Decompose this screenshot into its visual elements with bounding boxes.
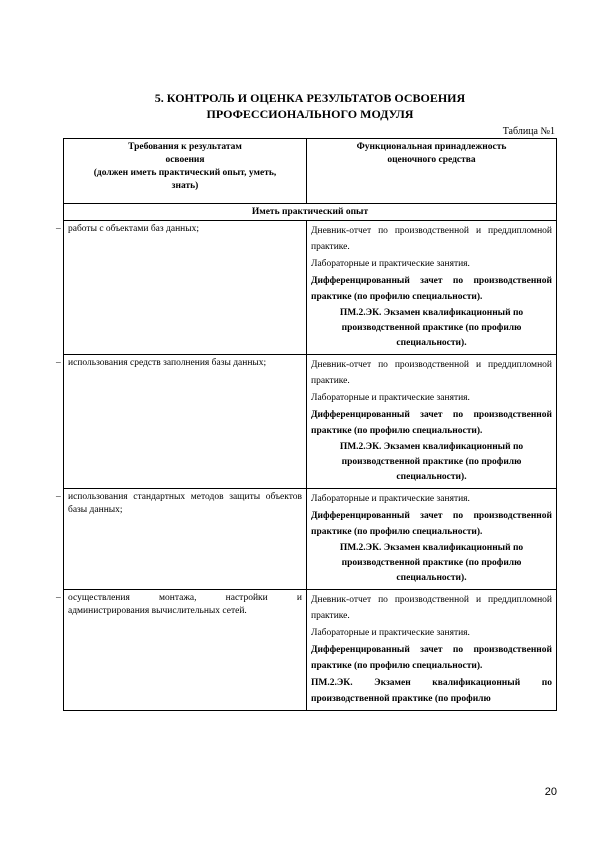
assessment-means-item: Дневник-отчет по производственной и преддипломной практике. <box>311 595 552 621</box>
requirement-text: использования стандартных методов защиты объектов базы данных; <box>68 492 302 515</box>
section-title <box>60 90 560 122</box>
header-row <box>64 139 557 204</box>
assessment-means-cell <box>307 221 557 355</box>
table-row <box>64 489 557 590</box>
dash-bullet-icon: – <box>56 492 61 502</box>
requirement-cell <box>56 489 307 590</box>
header-assessment-means <box>307 139 557 204</box>
header-requirements-line: освоения <box>165 155 205 165</box>
assessment-means-item: Лабораторные и практические занятия. <box>311 628 470 638</box>
header-requirements-line: Требования к результатам <box>128 142 242 152</box>
requirement-cell <box>56 590 307 711</box>
assessment-table <box>56 138 557 711</box>
requirement-cell <box>56 355 307 489</box>
section-row <box>64 204 557 221</box>
table-row <box>64 590 557 711</box>
assessment-means-item: Лабораторные и практические занятия. <box>311 393 470 403</box>
assessment-means-cell <box>307 590 557 711</box>
assessment-means-item: Лабораторные и практические занятия. <box>311 494 470 504</box>
assessment-means-cell <box>307 489 557 590</box>
assessment-means-item: Дифференцированный зачет по производственной практике (по профилю специальности). <box>311 276 552 302</box>
requirement-cell <box>56 221 307 355</box>
assessment-means-item: Дифференцированный зачет по производственной практике (по профилю специальности). <box>311 645 552 671</box>
assessment-means-item: Дневник-отчет по производственной и преддипломной практике. <box>311 226 552 252</box>
section-heading: Иметь практический опыт <box>64 204 557 221</box>
header-requirements-line: знать) <box>171 181 199 191</box>
header-requirements-line: (должен иметь практический опыт, уметь, <box>93 168 277 178</box>
page-number: 20 <box>544 786 557 798</box>
dash-bullet-icon: – <box>56 593 61 603</box>
assessment-means-item: Лабораторные и практические занятия. <box>311 259 470 269</box>
table-row <box>64 221 557 355</box>
assessment-means-item: ПМ.2.ЭК. Экзамен квалификационный по производственной практике (по профилю <box>311 678 552 704</box>
assessment-means-item: Дифференцированный зачет по производственной практике (по профилю специальности). <box>311 511 552 537</box>
assessment-means-item: ПМ.2.ЭК. Экзамен квалификационный по производственной практике (по профилю специальности). <box>339 442 524 482</box>
header-means-line: Функциональная принадлежность <box>356 142 507 152</box>
dash-bullet-icon: – <box>56 358 61 368</box>
assessment-means-cell <box>307 355 557 489</box>
assessment-means-item: ПМ.2.ЭК. Экзамен квалификационный по производственной практике (по профилю специальности). <box>339 308 524 348</box>
section-title-line-2: ПРОФЕССИОНАЛЬНОГО МОДУЛЯ <box>206 107 414 121</box>
section-title-line-1: 5. КОНТРОЛЬ И ОЦЕНКА РЕЗУЛЬТАТОВ ОСВОЕНИЯ <box>154 91 466 105</box>
table-number: Таблица №1 <box>502 126 555 137</box>
assessment-means-item: Дневник-отчет по производственной и преддипломной практике. <box>311 360 552 386</box>
table-row <box>64 355 557 489</box>
assessment-means-item: Дифференцированный зачет по производственной практике (по профилю специальности). <box>311 410 552 436</box>
requirement-text: работы с объектами баз данных; <box>68 224 200 234</box>
header-means-line: оценочного средства <box>387 155 476 165</box>
header-requirements <box>64 139 307 204</box>
requirement-text: использования средств заполнения базы данных; <box>68 358 267 368</box>
assessment-means-item: ПМ.2.ЭК. Экзамен квалификационный по производственной практике (по профилю специальности). <box>339 543 524 583</box>
requirement-text: осуществления монтажа, настройки и администрирования вычислительных сетей. <box>68 593 302 616</box>
dash-bullet-icon: – <box>56 224 61 234</box>
